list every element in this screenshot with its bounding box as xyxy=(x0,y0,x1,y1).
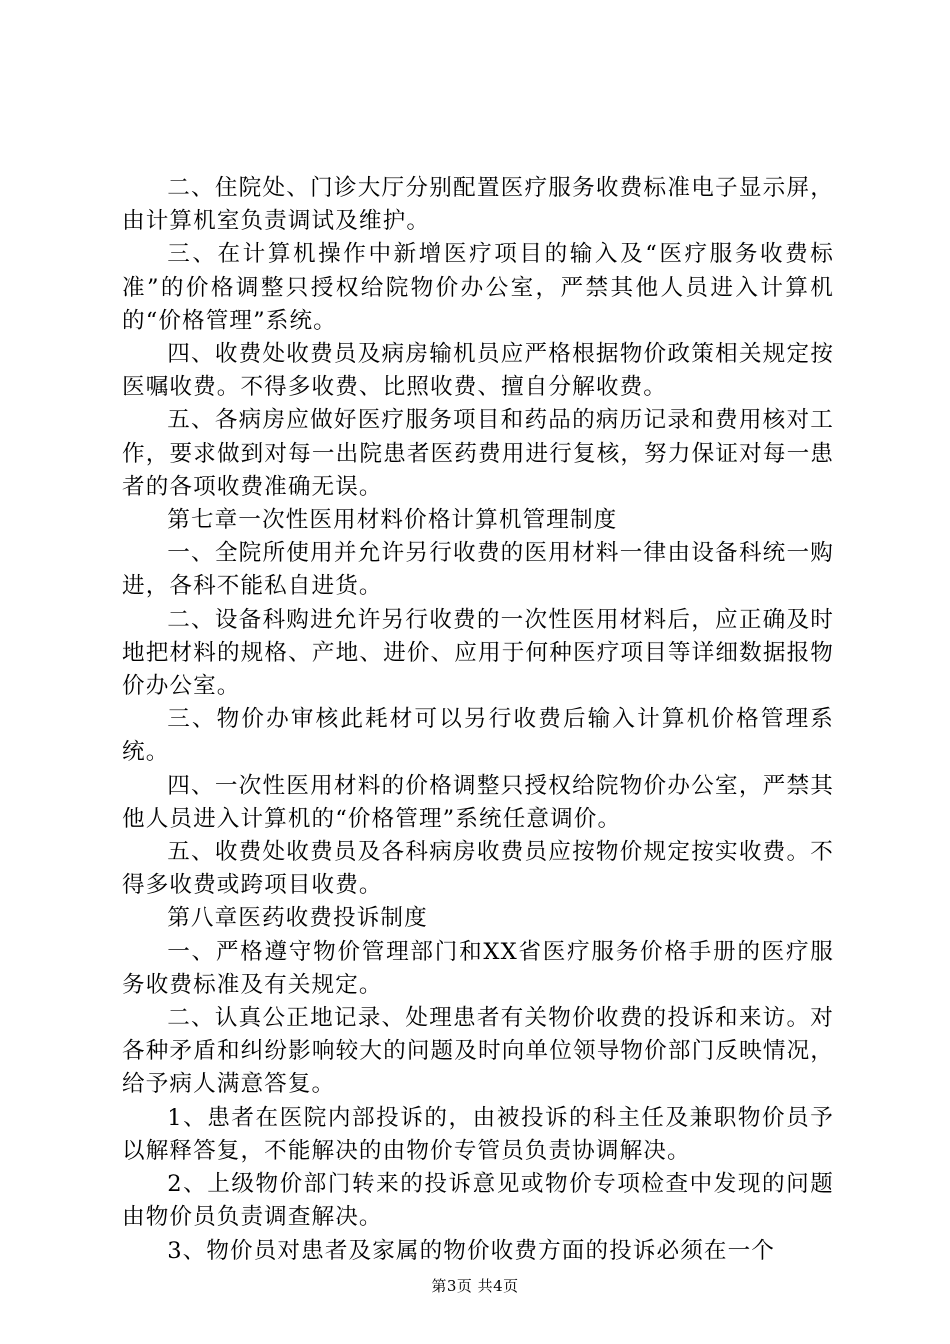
chapter-heading: 第七章一次性医用材料价格计算机管理制度 xyxy=(167,507,618,534)
page-footer xyxy=(0,1276,950,1296)
paragraph: 五、收费处收费员及各科病房收费员应按物价规定按实收费。不得多收费或跨项目收费。 xyxy=(122,839,834,899)
paragraph: 三、物价办审核此耗材可以另行收费后输入计算机价格管理系统。 xyxy=(122,706,834,766)
paragraph: 五、各病房应做好医疗服务项目和药品的病历记录和费用核对工作，要求做到对每一出院患者医药费用进行复核，努力保证对每一患者的各项收费准确无误。 xyxy=(122,407,834,500)
paragraph: 二、设备科购进允许另行收费的一次性医用材料后，应正确及时地把材料的规格、产地、进价、应用于何种医疗项目等详细数据报物价办公室。 xyxy=(122,606,834,700)
paragraph: 三、在计算机操作中新增医疗项目的输入及“医疗服务收费标准”的价格调整只授权给院物价办公室，严禁其他人员进入计算机的“价格管理”系统。 xyxy=(122,241,834,334)
paragraph: 四、收费处收费员及病房输机员应严格根据物价政策相关规定按医嘱收费。不得多收费、比照收费、擅自分解收费。 xyxy=(122,341,834,401)
document-body xyxy=(122,172,834,1268)
paragraph: 二、认真公正地记录、处理患者有关物价收费的投诉和来访。对各种矛盾和纠纷影响较大的问题及时向单位领导物价部门反映情况，给予病人满意答复。 xyxy=(122,1005,834,1098)
paragraph: 3、物价员对患者及家属的物价收费方面的投诉必须在一个 xyxy=(167,1237,776,1264)
paragraph: 四、一次性医用材料的价格调整只授权给院物价办公室，严禁其他人员进入计算机的“价格管理”系统任意调价。 xyxy=(122,772,834,832)
paragraph: 一、严格遵守物价管理部门和XX省医疗服务价格手册的医疗服务收费标准及有关规定。 xyxy=(122,938,834,998)
paragraph: 1、患者在医院内部投诉的，由被投诉的科主任及兼职物价员予以解释答复，不能解决的由物价专管员负责协调解决。 xyxy=(122,1104,834,1164)
chapter-heading: 第八章医药收费投诉制度 xyxy=(167,905,428,932)
paragraph: 2、上级物价部门转来的投诉意见或物价专项检查中发现的问题由物价员负责调查解决。 xyxy=(122,1171,834,1231)
paragraph: 一、全院所使用并允许另行收费的医用材料一律由设备科统一购进，各科不能私自进货。 xyxy=(122,540,834,600)
paragraph: 二、住院处、门诊大厅分别配置医疗服务收费标准电子显示屏，由计算机室负责调试及维护。 xyxy=(122,175,834,235)
page-number-label: 第3页 共4页 xyxy=(431,1277,519,1295)
